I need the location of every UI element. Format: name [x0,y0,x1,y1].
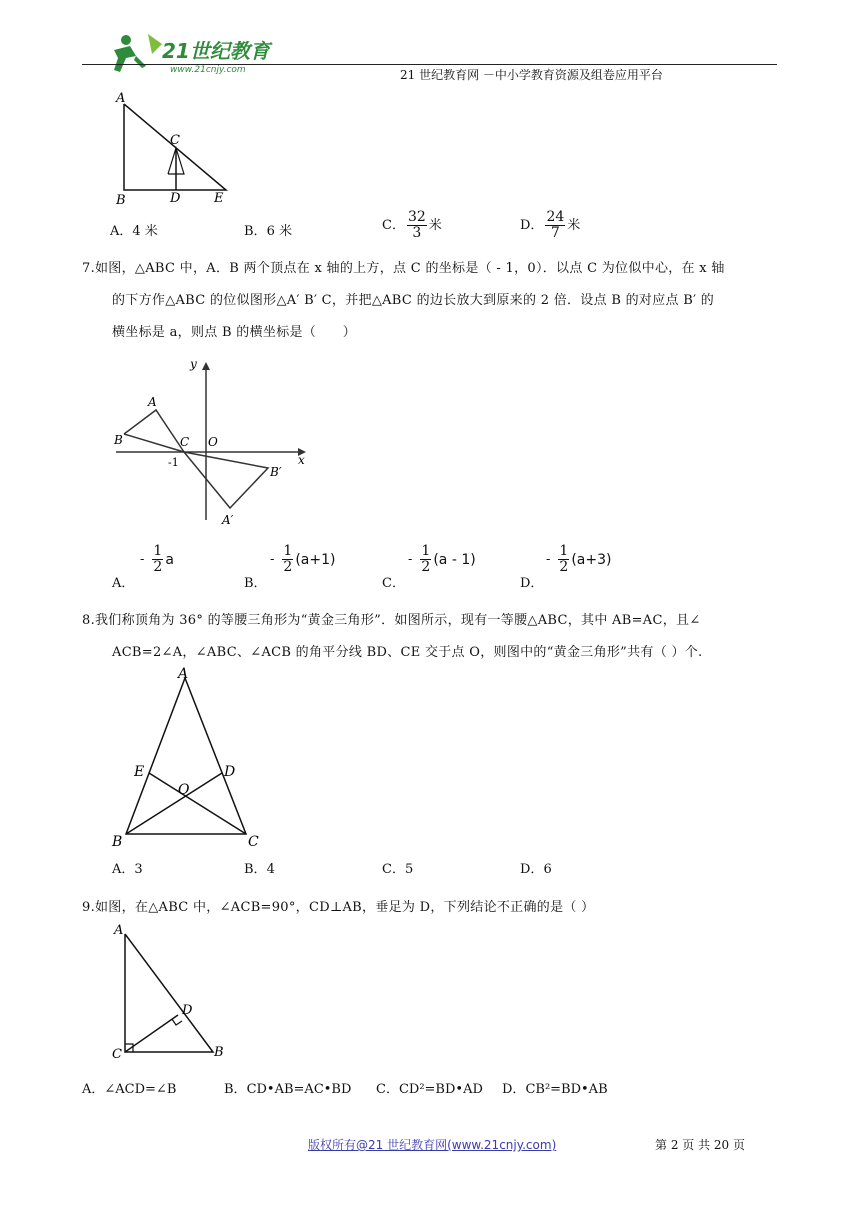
q7-label-a-prime: A′ [222,513,234,527]
q9-label-a: A [114,923,124,938]
q8-bisector-ce [149,773,246,834]
q7-option-d-label: D． [520,576,544,591]
q8-option-d: D．6 [520,862,552,877]
q8-line-1: 8.我们称顶角为 36° 的等腰三角形为“黄金三角形”．如图所示，现有一等腰△ABC，其中 AB=AC，且∠ [82,613,701,628]
q7-label-o: O [208,435,218,449]
logo-url-text: www.21cnjy.com [170,65,246,75]
q7-line-3: 横坐标是 a，则点 B 的横坐标是（ ） [112,325,357,340]
q8-bisector-bd [126,773,222,834]
q7-figure [112,356,312,528]
q6-option-a: A．4 米 [110,224,158,239]
q7-fraction-b: $\frac{1}{2}$ [283,543,293,575]
q7-triangle-abc-prime [184,452,268,508]
footer-copyright-link[interactable]: 版权所有@21 世纪教育网(www.21cnjy.com) [308,1138,557,1152]
q7-label-neg1: -1 [168,456,179,469]
q8-figure [108,666,268,852]
q6-option-c: C． $\frac{32}{3}$ 米 [382,209,442,241]
q8-option-a: A．3 [112,862,143,877]
q6-fraction-c: $\frac{32}{3}$ [407,209,426,241]
q6-figure [108,90,248,210]
q7-option-c-label: C． [382,576,405,591]
q6-label-b: B [116,193,126,208]
logo-main-text: 21世纪教育 [162,39,270,63]
q9-figure [108,920,238,1060]
q9-option-a: A．∠ACD=∠B [82,1082,177,1097]
q8-label-c: C [248,834,259,850]
q8-option-c: C．5 [382,862,414,877]
q9-right-angle-d [172,1019,182,1025]
q9-line-1: 9.如图，在△ABC 中，∠ACB=90°，CD⊥AB，垂足为 D，下列结论不正确的是（ ） [82,900,595,915]
q6-label-a: A [116,91,126,106]
q7-triangle-abc [124,410,184,452]
q9-label-d: D [182,1003,193,1018]
header-site-text: 21 世纪教育网 －中小学教育资源及组卷应用平台 [400,68,663,82]
header-rule [82,64,777,65]
q9-option-d: D．CB²=BD•AB [502,1082,608,1097]
q7-label-a: A [148,395,157,409]
q8-label-a: A [178,666,189,682]
q7-line-2: 的下方作△ABC 的位似图形△A′ B′ C，并把△ABC 的边长放大到原来的 2 倍．设点 B 的对应点 B′ 的 [112,293,715,308]
runner-icon [114,34,162,72]
q7-label-x: x [298,453,305,467]
q7-fraction-d: $\frac{1}{2}$ [559,543,569,575]
site-logo [96,28,281,80]
q7-label-b: B [114,433,123,447]
q7-line-1: 7.如图，△ABC 中，A．B 两个顶点在 x 轴的上方，点 C 的坐标是（ - 1，0）．以点 C 为位似中心，在 x 轴 [82,261,725,276]
q7-option-b-label: B． [244,576,267,591]
q7-y-arrow [202,362,210,370]
q7-label-y: y [190,357,197,371]
q7-fraction-c: $\frac{1}{2}$ [421,543,431,575]
q7-label-b-prime: B′ [270,465,282,479]
q9-option-b: B．CD•AB=AC•BD [224,1082,352,1097]
q8-triangle-abc [126,678,246,834]
q8-line-2: ACB=2∠A，∠ABC、∠ACB 的角平分线 BD、CE 交于点 O，则图中的“黄金三角形”共有（ ）个. [112,645,703,660]
q8-label-d: D [224,764,236,780]
q8-label-o: O [178,782,190,798]
q6-label-e: E [214,191,224,206]
q8-label-e: E [134,764,145,780]
q9-label-b: B [214,1045,224,1060]
q7-fraction-a: $\frac{1}{2}$ [153,543,163,575]
q6-label-d: D [170,191,181,206]
q6-option-b: B．6 米 [244,224,292,239]
q9-triangle-abc [125,934,213,1052]
footer-page-number: 第 2 页 共 20 页 [655,1138,745,1152]
q9-option-c: C．CD²=BD•AD [376,1082,483,1097]
q8-option-b: B．4 [244,862,275,877]
q8-label-b: B [112,834,123,850]
q6-label-c: C [170,133,180,148]
q7-option-a-label: A． [112,576,135,591]
q6-fraction-d: $\frac{24}{7}$ [546,209,565,241]
q9-label-c: C [112,1047,122,1060]
q6-option-d: D． $\frac{24}{7}$ 米 [520,209,581,241]
q7-label-c: C [180,435,190,449]
